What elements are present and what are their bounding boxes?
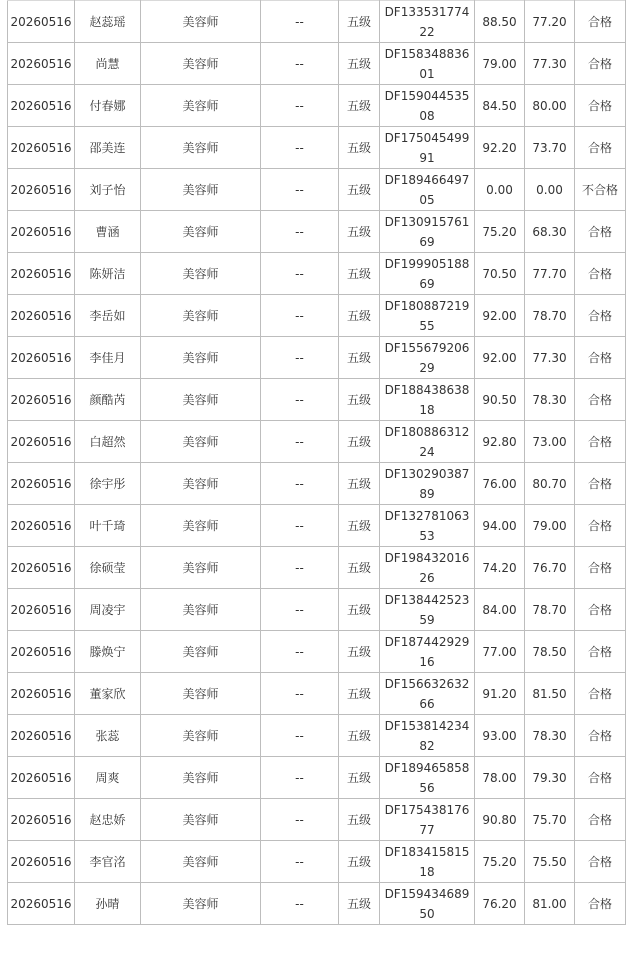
direction-cell: --	[261, 1, 339, 43]
result-cell: 合格	[575, 211, 626, 253]
direction-cell: --	[261, 379, 339, 421]
exam-date-cell: 20260516	[8, 715, 75, 757]
direction-cell: --	[261, 337, 339, 379]
table-row	[8, 505, 626, 547]
theory-score-cell: 92.00	[475, 337, 525, 379]
candidate-name-cell: 李佳月	[75, 337, 141, 379]
level-cell: 五级	[339, 295, 380, 337]
table-body	[8, 1, 626, 925]
certificate-id-cell: DF13278106353	[380, 505, 475, 547]
occupation-cell: 美容师	[141, 505, 261, 547]
certificate-id-cell: DF18088631224	[380, 421, 475, 463]
table-row	[8, 1, 626, 43]
theory-score-cell: 79.00	[475, 43, 525, 85]
direction-cell: --	[261, 547, 339, 589]
candidate-name-cell: 徐宇彤	[75, 463, 141, 505]
certificate-id-cell: DF15943468950	[380, 883, 475, 925]
candidate-name-cell: 徐硕莹	[75, 547, 141, 589]
certificate-id-cell: DF15904453508	[380, 85, 475, 127]
skill-score-cell: 81.50	[525, 673, 575, 715]
exam-date-cell: 20260516	[8, 841, 75, 883]
skill-score-cell: 75.50	[525, 841, 575, 883]
occupation-cell: 美容师	[141, 253, 261, 295]
theory-score-cell: 92.00	[475, 295, 525, 337]
certificate-id-cell: DF19990518869	[380, 253, 475, 295]
result-cell: 不合格	[575, 169, 626, 211]
skill-score-cell: 80.70	[525, 463, 575, 505]
certificate-id-cell: DF18341581518	[380, 841, 475, 883]
skill-score-cell: 81.00	[525, 883, 575, 925]
exam-date-cell: 20260516	[8, 673, 75, 715]
candidate-name-cell: 尚慧	[75, 43, 141, 85]
result-cell: 合格	[575, 421, 626, 463]
exam-date-cell: 20260516	[8, 883, 75, 925]
theory-score-cell: 90.80	[475, 799, 525, 841]
direction-cell: --	[261, 253, 339, 295]
theory-score-cell: 77.00	[475, 631, 525, 673]
candidate-name-cell: 李岳如	[75, 295, 141, 337]
level-cell: 五级	[339, 1, 380, 43]
theory-score-cell: 76.20	[475, 883, 525, 925]
level-cell: 五级	[339, 673, 380, 715]
occupation-cell: 美容师	[141, 1, 261, 43]
table-row	[8, 169, 626, 211]
table-row	[8, 211, 626, 253]
theory-score-cell: 93.00	[475, 715, 525, 757]
certificate-id-cell: DF13844252359	[380, 589, 475, 631]
candidate-name-cell: 赵忠娇	[75, 799, 141, 841]
certificate-id-cell: DF18088721955	[380, 295, 475, 337]
skill-score-cell: 76.70	[525, 547, 575, 589]
skill-score-cell: 68.30	[525, 211, 575, 253]
skill-score-cell: 73.70	[525, 127, 575, 169]
level-cell: 五级	[339, 211, 380, 253]
theory-score-cell: 74.20	[475, 547, 525, 589]
candidate-name-cell: 周爽	[75, 757, 141, 799]
certificate-id-cell: DF13353177422	[380, 1, 475, 43]
result-cell: 合格	[575, 337, 626, 379]
skill-score-cell: 79.30	[525, 757, 575, 799]
level-cell: 五级	[339, 505, 380, 547]
result-cell: 合格	[575, 463, 626, 505]
exam-date-cell: 20260516	[8, 211, 75, 253]
theory-score-cell: 78.00	[475, 757, 525, 799]
exam-date-cell: 20260516	[8, 463, 75, 505]
theory-score-cell: 84.00	[475, 589, 525, 631]
level-cell: 五级	[339, 715, 380, 757]
result-cell: 合格	[575, 43, 626, 85]
table-row	[8, 799, 626, 841]
certificate-id-cell: DF15567920629	[380, 337, 475, 379]
skill-score-cell: 73.00	[525, 421, 575, 463]
table-row	[8, 127, 626, 169]
occupation-cell: 美容师	[141, 85, 261, 127]
table-row	[8, 631, 626, 673]
certificate-id-cell: DF18843863818	[380, 379, 475, 421]
candidate-name-cell: 白超然	[75, 421, 141, 463]
skill-score-cell: 77.20	[525, 1, 575, 43]
direction-cell: --	[261, 169, 339, 211]
skill-score-cell: 80.00	[525, 85, 575, 127]
direction-cell: --	[261, 295, 339, 337]
exam-date-cell: 20260516	[8, 505, 75, 547]
direction-cell: --	[261, 85, 339, 127]
direction-cell: --	[261, 505, 339, 547]
candidate-name-cell: 孙晴	[75, 883, 141, 925]
level-cell: 五级	[339, 421, 380, 463]
occupation-cell: 美容师	[141, 337, 261, 379]
level-cell: 五级	[339, 169, 380, 211]
occupation-cell: 美容师	[141, 673, 261, 715]
direction-cell: --	[261, 757, 339, 799]
certificate-id-cell: DF18946585856	[380, 757, 475, 799]
direction-cell: --	[261, 631, 339, 673]
table-row	[8, 43, 626, 85]
level-cell: 五级	[339, 379, 380, 421]
occupation-cell: 美容师	[141, 43, 261, 85]
skill-score-cell: 77.30	[525, 43, 575, 85]
certificate-id-cell: DF18744292916	[380, 631, 475, 673]
occupation-cell: 美容师	[141, 211, 261, 253]
direction-cell: --	[261, 589, 339, 631]
result-cell: 合格	[575, 631, 626, 673]
table-row	[8, 589, 626, 631]
skill-score-cell: 0.00	[525, 169, 575, 211]
candidate-name-cell: 颜酷芮	[75, 379, 141, 421]
result-cell: 合格	[575, 547, 626, 589]
result-cell: 合格	[575, 505, 626, 547]
theory-score-cell: 0.00	[475, 169, 525, 211]
table-row	[8, 337, 626, 379]
exam-date-cell: 20260516	[8, 253, 75, 295]
exam-date-cell: 20260516	[8, 589, 75, 631]
direction-cell: --	[261, 43, 339, 85]
occupation-cell: 美容师	[141, 421, 261, 463]
certificate-id-cell: DF13091576169	[380, 211, 475, 253]
level-cell: 五级	[339, 757, 380, 799]
certificate-id-cell: DF17543817677	[380, 799, 475, 841]
direction-cell: --	[261, 463, 339, 505]
theory-score-cell: 92.20	[475, 127, 525, 169]
level-cell: 五级	[339, 85, 380, 127]
occupation-cell: 美容师	[141, 715, 261, 757]
table-row	[8, 547, 626, 589]
level-cell: 五级	[339, 799, 380, 841]
exam-date-cell: 20260516	[8, 757, 75, 799]
table-row	[8, 85, 626, 127]
table-row	[8, 295, 626, 337]
theory-score-cell: 75.20	[475, 841, 525, 883]
skill-score-cell: 77.30	[525, 337, 575, 379]
candidate-name-cell: 周凌宇	[75, 589, 141, 631]
theory-score-cell: 91.20	[475, 673, 525, 715]
table-row	[8, 379, 626, 421]
candidate-name-cell: 付春娜	[75, 85, 141, 127]
direction-cell: --	[261, 883, 339, 925]
candidate-name-cell: 陈妍洁	[75, 253, 141, 295]
skill-score-cell: 78.70	[525, 589, 575, 631]
exam-results-table	[7, 0, 626, 925]
result-cell: 合格	[575, 253, 626, 295]
exam-date-cell: 20260516	[8, 337, 75, 379]
certificate-id-cell: DF13029038789	[380, 463, 475, 505]
direction-cell: --	[261, 421, 339, 463]
occupation-cell: 美容师	[141, 757, 261, 799]
result-cell: 合格	[575, 673, 626, 715]
result-cell: 合格	[575, 883, 626, 925]
candidate-name-cell: 滕焕宁	[75, 631, 141, 673]
theory-score-cell: 92.80	[475, 421, 525, 463]
theory-score-cell: 94.00	[475, 505, 525, 547]
result-cell: 合格	[575, 295, 626, 337]
occupation-cell: 美容师	[141, 589, 261, 631]
result-cell: 合格	[575, 841, 626, 883]
candidate-name-cell: 刘子怡	[75, 169, 141, 211]
skill-score-cell: 78.30	[525, 379, 575, 421]
table-row	[8, 841, 626, 883]
direction-cell: --	[261, 841, 339, 883]
candidate-name-cell: 曹涵	[75, 211, 141, 253]
exam-date-cell: 20260516	[8, 1, 75, 43]
occupation-cell: 美容师	[141, 631, 261, 673]
table-row	[8, 883, 626, 925]
table-row	[8, 715, 626, 757]
occupation-cell: 美容师	[141, 883, 261, 925]
result-cell: 合格	[575, 589, 626, 631]
table-row	[8, 253, 626, 295]
occupation-cell: 美容师	[141, 841, 261, 883]
result-cell: 合格	[575, 1, 626, 43]
level-cell: 五级	[339, 631, 380, 673]
exam-date-cell: 20260516	[8, 799, 75, 841]
direction-cell: --	[261, 211, 339, 253]
occupation-cell: 美容师	[141, 295, 261, 337]
level-cell: 五级	[339, 883, 380, 925]
direction-cell: --	[261, 127, 339, 169]
table-row	[8, 463, 626, 505]
exam-date-cell: 20260516	[8, 379, 75, 421]
theory-score-cell: 75.20	[475, 211, 525, 253]
result-cell: 合格	[575, 757, 626, 799]
level-cell: 五级	[339, 463, 380, 505]
table-row	[8, 757, 626, 799]
candidate-name-cell: 张蕊	[75, 715, 141, 757]
candidate-name-cell: 赵蕊瑶	[75, 1, 141, 43]
result-cell: 合格	[575, 799, 626, 841]
certificate-id-cell: DF15834883601	[380, 43, 475, 85]
certificate-id-cell: DF18946649705	[380, 169, 475, 211]
skill-score-cell: 77.70	[525, 253, 575, 295]
exam-date-cell: 20260516	[8, 85, 75, 127]
result-cell: 合格	[575, 127, 626, 169]
exam-date-cell: 20260516	[8, 127, 75, 169]
level-cell: 五级	[339, 589, 380, 631]
theory-score-cell: 76.00	[475, 463, 525, 505]
exam-date-cell: 20260516	[8, 421, 75, 463]
certificate-id-cell: DF17504549991	[380, 127, 475, 169]
skill-score-cell: 78.70	[525, 295, 575, 337]
certificate-id-cell: DF19843201626	[380, 547, 475, 589]
occupation-cell: 美容师	[141, 799, 261, 841]
result-cell: 合格	[575, 379, 626, 421]
table-row	[8, 421, 626, 463]
occupation-cell: 美容师	[141, 547, 261, 589]
theory-score-cell: 70.50	[475, 253, 525, 295]
level-cell: 五级	[339, 253, 380, 295]
level-cell: 五级	[339, 337, 380, 379]
occupation-cell: 美容师	[141, 127, 261, 169]
candidate-name-cell: 叶千琦	[75, 505, 141, 547]
level-cell: 五级	[339, 127, 380, 169]
occupation-cell: 美容师	[141, 463, 261, 505]
certificate-id-cell: DF15381423482	[380, 715, 475, 757]
theory-score-cell: 88.50	[475, 1, 525, 43]
result-cell: 合格	[575, 85, 626, 127]
skill-score-cell: 78.30	[525, 715, 575, 757]
exam-date-cell: 20260516	[8, 631, 75, 673]
occupation-cell: 美容师	[141, 379, 261, 421]
exam-date-cell: 20260516	[8, 43, 75, 85]
result-cell: 合格	[575, 715, 626, 757]
direction-cell: --	[261, 799, 339, 841]
candidate-name-cell: 邵美连	[75, 127, 141, 169]
level-cell: 五级	[339, 43, 380, 85]
occupation-cell: 美容师	[141, 169, 261, 211]
skill-score-cell: 78.50	[525, 631, 575, 673]
skill-score-cell: 79.00	[525, 505, 575, 547]
theory-score-cell: 90.50	[475, 379, 525, 421]
exam-date-cell: 20260516	[8, 295, 75, 337]
direction-cell: --	[261, 715, 339, 757]
skill-score-cell: 75.70	[525, 799, 575, 841]
theory-score-cell: 84.50	[475, 85, 525, 127]
exam-date-cell: 20260516	[8, 169, 75, 211]
candidate-name-cell: 董家欣	[75, 673, 141, 715]
candidate-name-cell: 李官洺	[75, 841, 141, 883]
level-cell: 五级	[339, 547, 380, 589]
certificate-id-cell: DF15663263266	[380, 673, 475, 715]
exam-date-cell: 20260516	[8, 547, 75, 589]
table-row	[8, 673, 626, 715]
direction-cell: --	[261, 673, 339, 715]
level-cell: 五级	[339, 841, 380, 883]
